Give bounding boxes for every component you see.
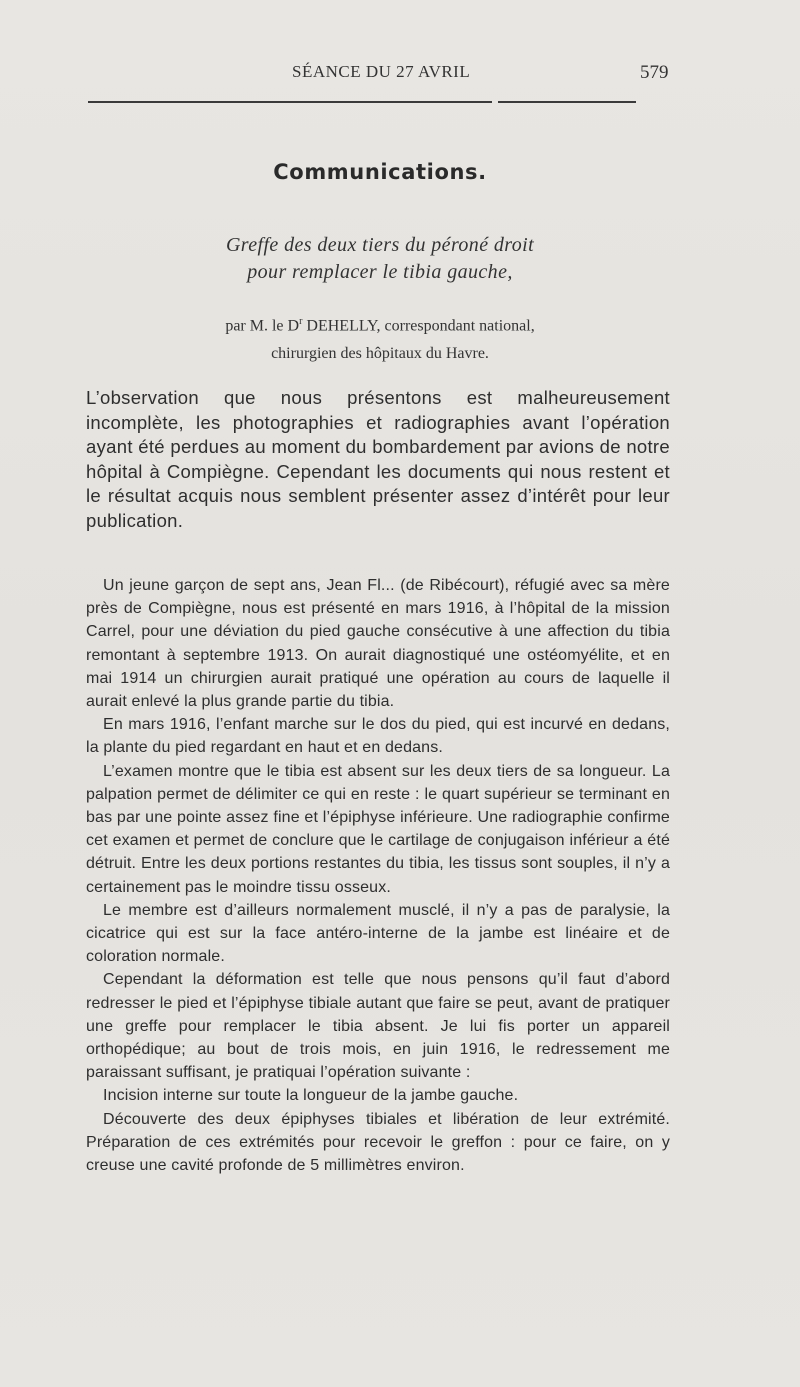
- intro-paragraph: [86, 386, 670, 533]
- byline: [0, 308, 760, 368]
- body-paragraph: Incision interne sur toute la longueur de la jambe gauche.: [103, 1087, 519, 1105]
- byline-sup: r: [299, 316, 303, 327]
- body-paragraph: Un jeune garçon de sept ans, Jean Fl... (de Ribécourt), réfugié avec sa mère près de Compiègne, nous est présenté en mars 1916, à l’hôpital de la mission Carrel, pour une déviation du pied gauche consécutive à une affection du tibia remontant à septembre 1913. On aurait diagnostiqué une ostéomyélite, et en mai 1914 un chirurgien aurait pratiqué une opération au cours de laquelle il aurait enlevé la plus grande partie du tibia.: [86, 577, 670, 711]
- body-paragraph: Le membre est d’ailleurs normalement musclé, il n’y a pas de paralysie, la cicatrice qui est sur la face antéro-interne de la jambe est linéaire et de coloration normale.: [86, 901, 670, 966]
- article-title: [0, 232, 760, 286]
- article-body: [86, 574, 670, 1177]
- article-title-line-2: pour remplacer le tibia gauche,: [247, 261, 513, 283]
- byline-suffix: DEHELLY, correspondant national,: [302, 317, 535, 335]
- body-paragraph: Cependant la déformation est telle que nous pensons qu’il faut d’abord redresser le pied et l’épiphyse tibiale autant que faire se peut, avant de pratiquer une greffe pour remplacer le tibia absent. Je lui fis porter un appareil orthopédique; au bout de trois mois, en juin 1916, le redressement me paraissant suffisant, je pratiquai l’opération suivante :: [86, 971, 670, 1082]
- running-title: SÉANCE DU 27 AVRIL: [292, 62, 471, 81]
- header-rule-right: [498, 101, 636, 103]
- body-paragraph: L’examen montre que le tibia est absent sur les deux tiers de sa longueur. La palpation permet de délimiter ce qui en reste : le quart supérieur se terminant en bas par une pointe assez fine et l’épiphyse inférieure. Une radiographie confirme cet examen et permet de conclure que le cartilage de conjugaison inférieur a été détruit. Entre les deux portions restantes du tibia, les tissus sont souples, il n’y a certainement pas le moindre tissu osseux.: [86, 762, 670, 896]
- body-paragraph: Découverte des deux épiphyses tibiales et libération de leur extrémité. Préparation de ces extrémités pour recevoir le greffon : pour ce faire, on y creuse une cavité profonde de 5 millimètres environ.: [86, 1110, 670, 1175]
- author-line: [0, 308, 760, 340]
- page-number: 579: [640, 62, 669, 83]
- article-title-line-1: Greffe des deux tiers du péroné droit: [225, 234, 535, 256]
- body-paragraph: En mars 1916, l’enfant marche sur le dos du pied, qui est incurvé en dedans, la plante du pied regardant en haut et en dedans.: [86, 716, 670, 757]
- intro-text: L’observation que nous présentons est malheureusement incomplète, les photographies et radiographies avant l’opération ayant été perdues au moment du bombardement par avions de notre hôpital à Compiègne. Cependant les documents qui nous restent et le résultat acquis nous semblent présenter assez d’intérêt pour leur publication.: [86, 387, 670, 531]
- author-affiliation: chirurgien des hôpitaux du Havre.: [271, 345, 489, 363]
- running-head: [0, 62, 800, 86]
- section-heading: Communications.: [273, 160, 487, 184]
- byline-prefix: par M. le D: [225, 317, 300, 335]
- header-rule-left: [88, 101, 492, 103]
